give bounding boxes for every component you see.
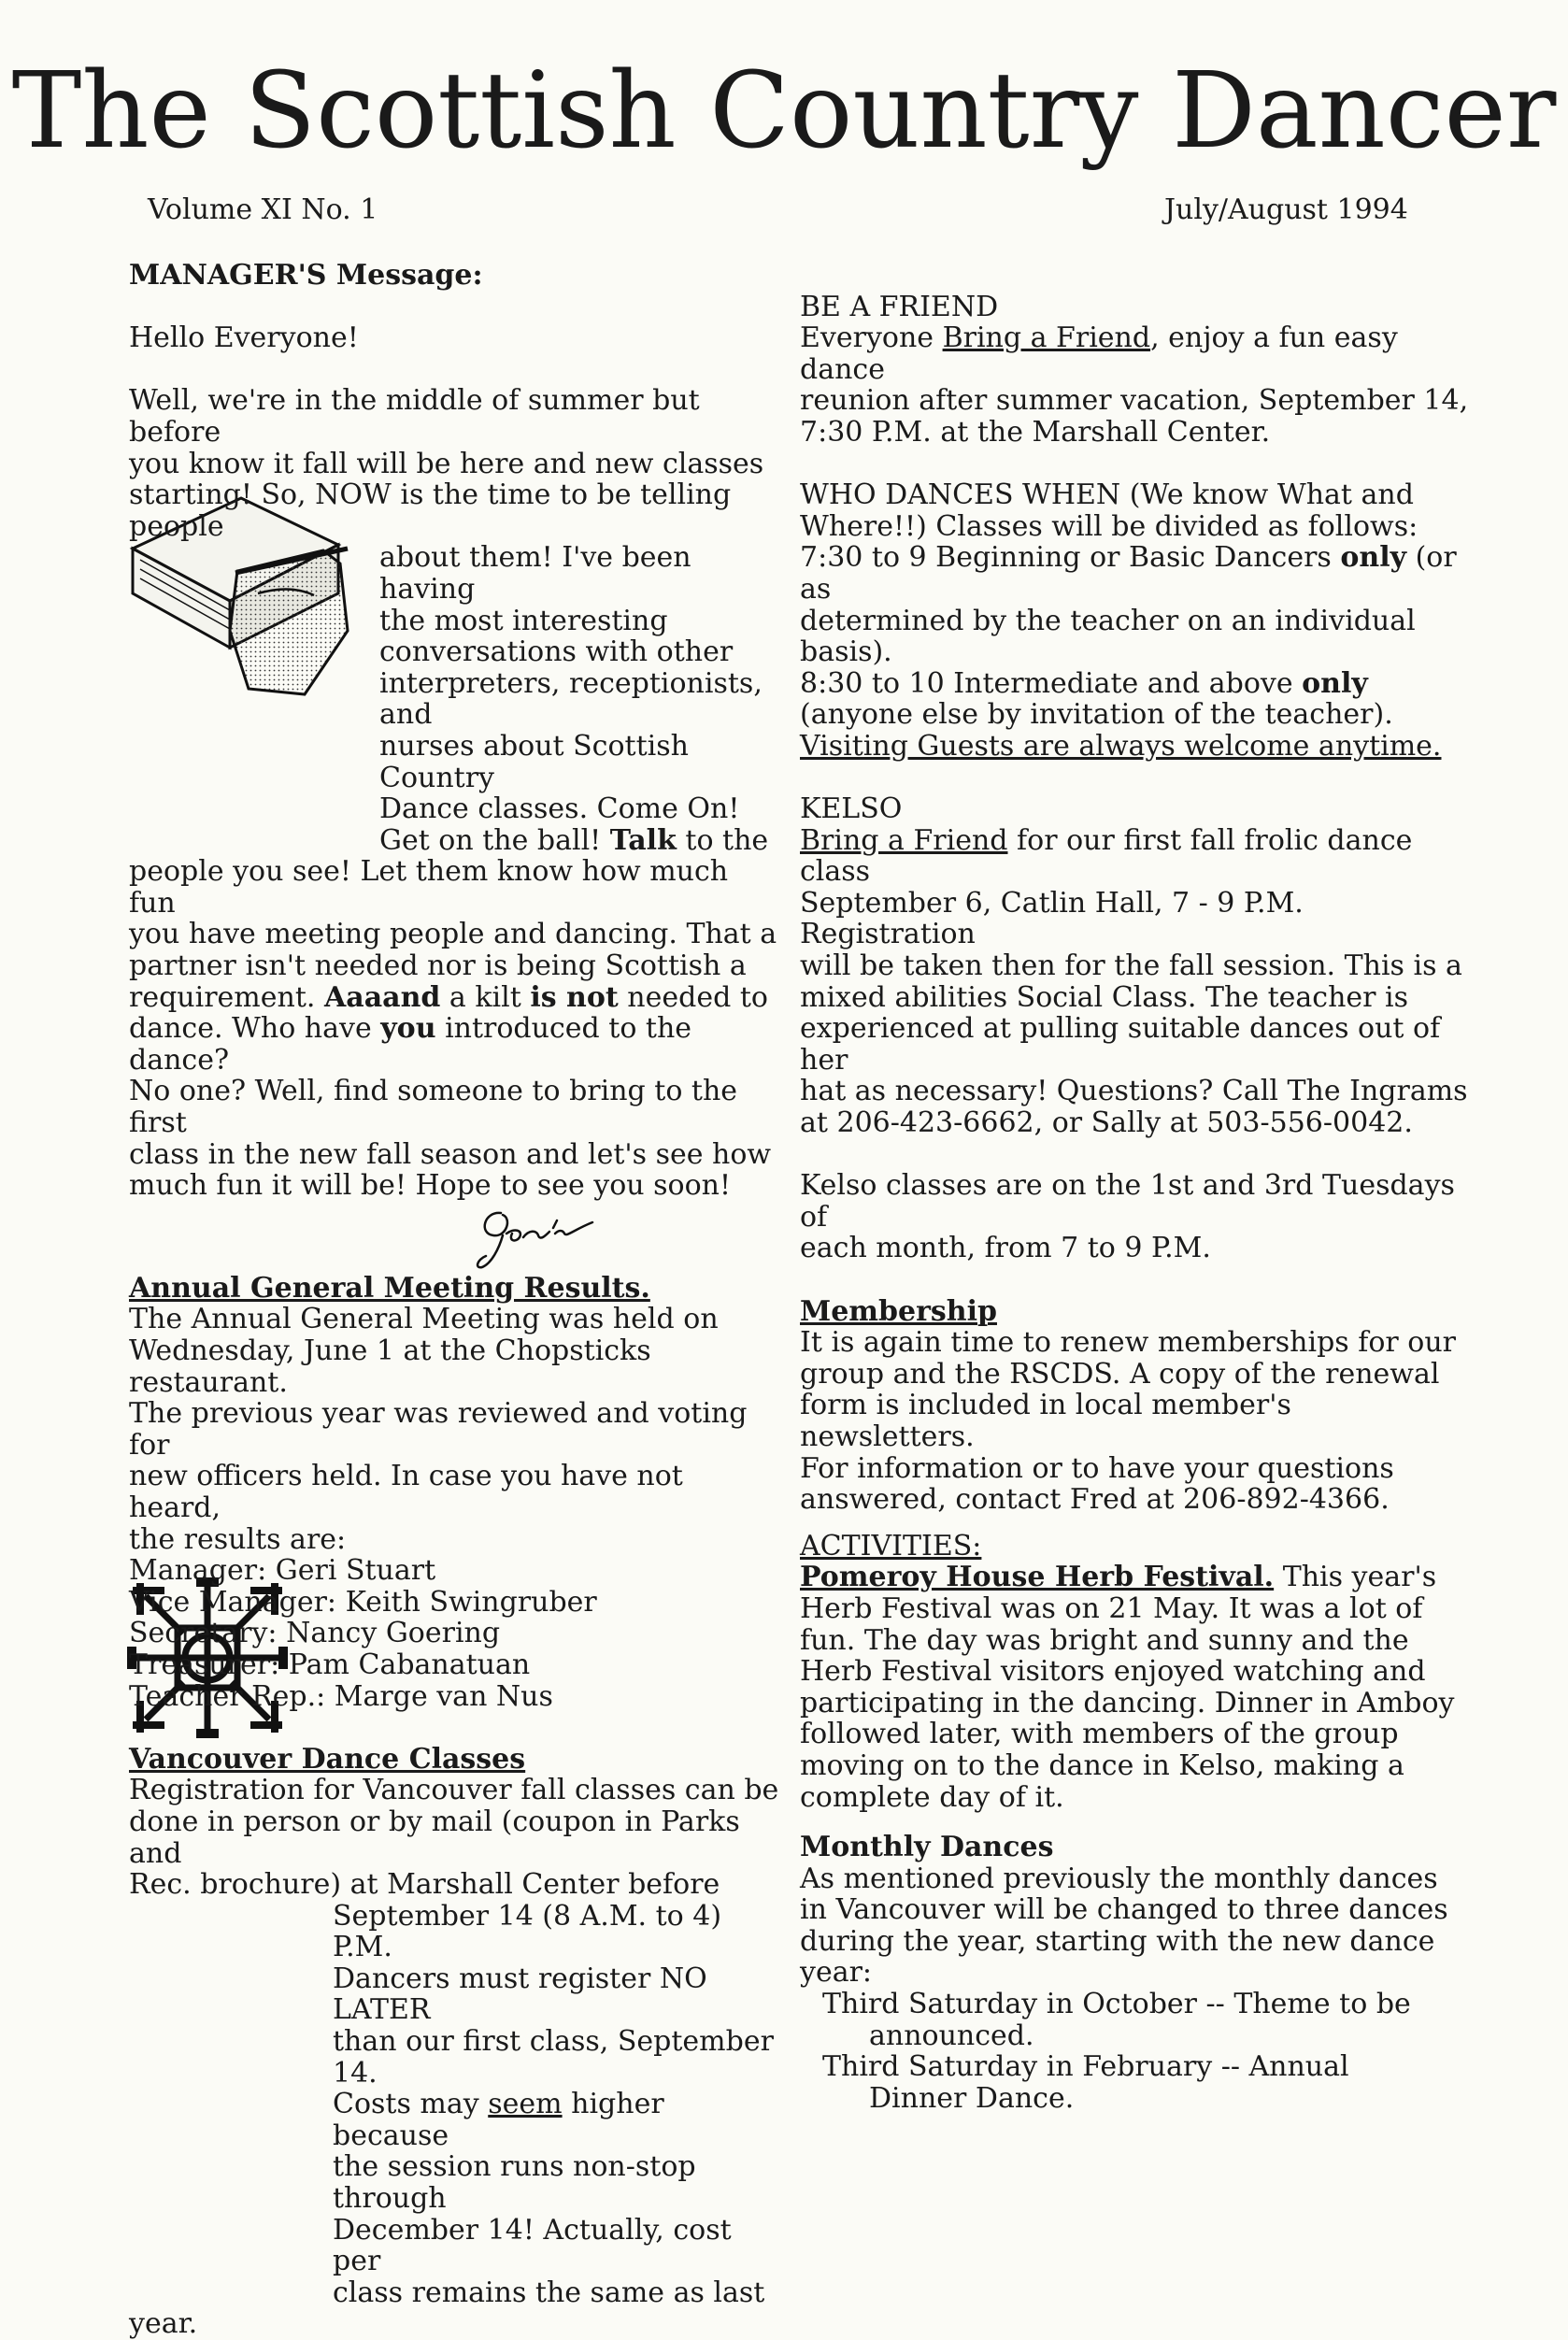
agm-line: The Annual General Meeting was held on [129,1303,719,1336]
vancouver-line: September 14 (8 A.M. to 4) P.M. [333,1899,722,1964]
message-line: people you see! Let them know how much fun [129,855,729,920]
schedule-october: Third Saturday in October -- Theme to be [822,1988,1411,2021]
membership-heading: Membership [800,1294,997,1328]
visiting-guests-line: Visiting Guests are always welcome anytime. [800,729,1442,763]
costs-text: Costs may [333,2088,479,2121]
vancouver-heading: Vancouver Dance Classes [129,1742,526,1776]
intermediate-text: 8:30 to 10 Intermediate and above [800,666,1293,700]
membership-line: For information or to have your questions [800,1451,1394,1485]
membership-line: form is included in local member's newsletters. [800,1389,1291,1453]
officer-vice-manager: Vice Manager: Keith Swingruber [129,1585,597,1619]
message-line: class in the new fall season and let's see how [129,1137,772,1171]
is-not-emphasis: is not [530,980,619,1014]
only-emphasis: only [1302,666,1368,700]
bring-a-friend-emphasis: Bring a Friend [800,823,1008,857]
req-text-mid: a kilt [449,980,521,1014]
agm-line: The previous year was reviewed and voting for [129,1397,748,1462]
vancouver-line: Rec. brochure) at Marshall Center before [129,1868,720,1902]
ball-text: Get on the ball! [379,823,602,857]
agm-line: the results are: [129,1522,347,1556]
vancouver-line [129,2089,783,2151]
monthly-line: during the year, starting with the new dance [800,1924,1435,1958]
message-line: nurses about Scottish Country [379,729,689,794]
vancouver-line: class remains the same as last [333,2276,765,2309]
ball-text-end: to the [685,823,769,857]
message-line: Dance classes. Come On! [379,792,740,826]
who-line: Where!!) Classes will be divided as follows: [800,509,1418,543]
bring-a-friend-emphasis: Bring a Friend [942,321,1151,355]
kelso-line: at 206-423-6662, or Sally at 503-556-0042. [800,1106,1413,1140]
you-emphasis: you [380,1012,436,1046]
kelso-schedule-line: Kelso classes are on the 1st and 3rd Tuesdays of [800,1169,1455,1234]
message-line: No one? Well, find someone to bring to the first [129,1075,738,1140]
herb-festival-heading: Pomeroy House Herb Festival. [800,1561,1275,1594]
friend-line: 7:30 P.M. at the Marshall Center. [800,415,1271,449]
monthly-dances-heading: Monthly Dances [800,1831,1054,1864]
friend-text: Everyone [800,321,934,355]
kelso-line: will be taken then for the fall session. This is a [800,949,1462,983]
activities-heading: ACTIVITIES: [800,1529,982,1562]
dance-text-end: introduced to the dance? [129,1012,692,1077]
kelso-line: mixed abilities Social Class. The teacher is [800,980,1409,1014]
officer-teacher-rep: Teacher Rep.: Marge van Nus [129,1679,553,1713]
membership-line: answered, contact Fred at 206-892-4366. [800,1483,1390,1517]
schedule-october-cont: announced. [869,2019,1034,2052]
message-line: interpreters, receptionists, and [379,666,763,732]
kelso-schedule-line: each month, from 7 to 9 P.M. [800,1232,1211,1265]
kelso-text: for our first fall frolic dance class [800,823,1413,889]
herb-line: followed later, with members of the group [800,1718,1399,1751]
masthead-title: The Scottish Country Dancer [11,50,1557,172]
right-column [800,260,1473,2114]
schedule-february-cont: Dinner Dance. [869,2081,1075,2115]
req-text: requirement. [129,980,316,1014]
membership-line: group and the RSCDS. A copy of the renewal [800,1357,1440,1391]
herb-line: moving on to the dance in Kelso, making a [800,1748,1404,1782]
herb-text: This year's [1282,1561,1437,1594]
friend-line: reunion after summer vacation, September 14, [800,384,1469,418]
friend-line [800,322,1473,385]
vancouver-line: Dancers must register NO LATER [333,1962,707,2027]
vancouver-line: the session runs non-stop through [333,2150,696,2216]
kelso-line: September 6, Catlin Hall, 7 - 9 P.M. Registration [800,886,1304,951]
beginner-text: 7:30 to 9 Beginning or Basic Dancers [800,541,1332,575]
agm-line: Wednesday, June 1 at the Chopsticks restaurant. [129,1334,651,1399]
signature-icon [465,1202,606,1273]
who-line [800,668,1473,700]
managers-message-heading: MANAGER'S Message: [129,259,483,292]
kelso-heading: KELSO [800,792,903,826]
friend-text-end: , enjoy a fun easy dance [800,321,1398,386]
message-line: Well, we're in the middle of summer but before [129,384,700,449]
message-line [129,982,783,1014]
message-line: much fun it will be! Hope to see you soon! [129,1169,732,1203]
issue-date: July/August 1994 [1164,193,1408,226]
vancouver-line: Registration for Vancouver fall classes can be [129,1774,779,1807]
signature [129,1202,783,1273]
herb-line [800,1562,1473,1593]
req-text-end: needed to [627,980,768,1014]
kelso-line: experienced at pulling suitable dances out of her [800,1012,1441,1077]
costs-text-end: higher because [333,2088,664,2152]
kelso-line: hat as necessary! Questions? Call The Ingrams [800,1075,1468,1108]
message-line: you know it fall will be here and new classes [129,447,764,480]
be-a-friend-heading: BE A FRIEND [800,290,999,323]
herb-line: participating in the dancing. Dinner in Amboy [800,1686,1455,1719]
volume-number: Volume XI No. 1 [148,193,378,226]
left-column [129,260,783,2340]
who-line: basis). [800,635,892,669]
monthly-line: in Vancouver will be changed to three dances [800,1893,1448,1927]
dance-text: dance. Who have [129,1012,372,1046]
herb-line: complete day of it. [800,1780,1064,1814]
membership-line: It is again time to renew memberships for our [800,1326,1456,1360]
who-line: (anyone else by invitation of the teacher). [800,698,1393,732]
dance-schedule [800,1989,1473,2114]
herb-line: Herb Festival visitors enjoyed watching and [800,1655,1426,1689]
vancouver-line: done in person or by mail (coupon in Parks and [129,1805,740,1870]
message-line: about them! I've been having [379,541,691,606]
kelso-line [800,825,1473,888]
herb-line: Herb Festival was on 21 May. It was a lot of [800,1591,1423,1625]
vancouver-line: December 14! Actually, cost per [333,2213,732,2278]
agm-heading: Annual General Meeting Results. [129,1271,650,1305]
seem-emphasis: seem [488,2088,563,2121]
only-emphasis: only [1340,541,1407,575]
monthly-line: year: [800,1956,873,1990]
officer-manager: Manager: Geri Stuart [129,1554,436,1588]
message-line: partner isn't needed nor is being Scottish a [129,949,747,983]
who-dances-heading: WHO DANCES WHEN (We know What and [800,478,1414,512]
agm-line: new officers held. In case you have not heard, [129,1460,683,1524]
vancouver-line: year. [129,2307,198,2340]
aaaand-emphasis: Aaaand [323,980,441,1014]
message-line: you have meeting people and dancing. That a [129,918,777,951]
who-line: determined by the teacher on an individual [800,604,1416,637]
who-line [800,542,1473,605]
vancouver-line: than our first class, September 14. [333,2025,774,2090]
message-line: the most interesting [379,604,668,637]
greeting: Hello Everyone! [129,321,359,355]
officer-secretary: Secretary: Nancy Goering [129,1617,501,1650]
message-line [129,825,783,857]
monthly-line: As mentioned previously the monthly dances [800,1862,1438,1895]
talk-emphasis: Talk [609,823,677,857]
beginner-text-end: (or as [800,541,1457,606]
schedule-february: Third Saturday in February -- Annual [822,2050,1349,2084]
message-line [129,1013,783,1076]
message-line: starting! So, NOW is the time to be telling people [129,478,732,543]
herb-line: fun. The day was bright and sunny and the [800,1623,1409,1657]
message-line: conversations with other [379,635,734,669]
officer-treasurer: Treasurer: Pam Cabanatuan [129,1648,531,1681]
